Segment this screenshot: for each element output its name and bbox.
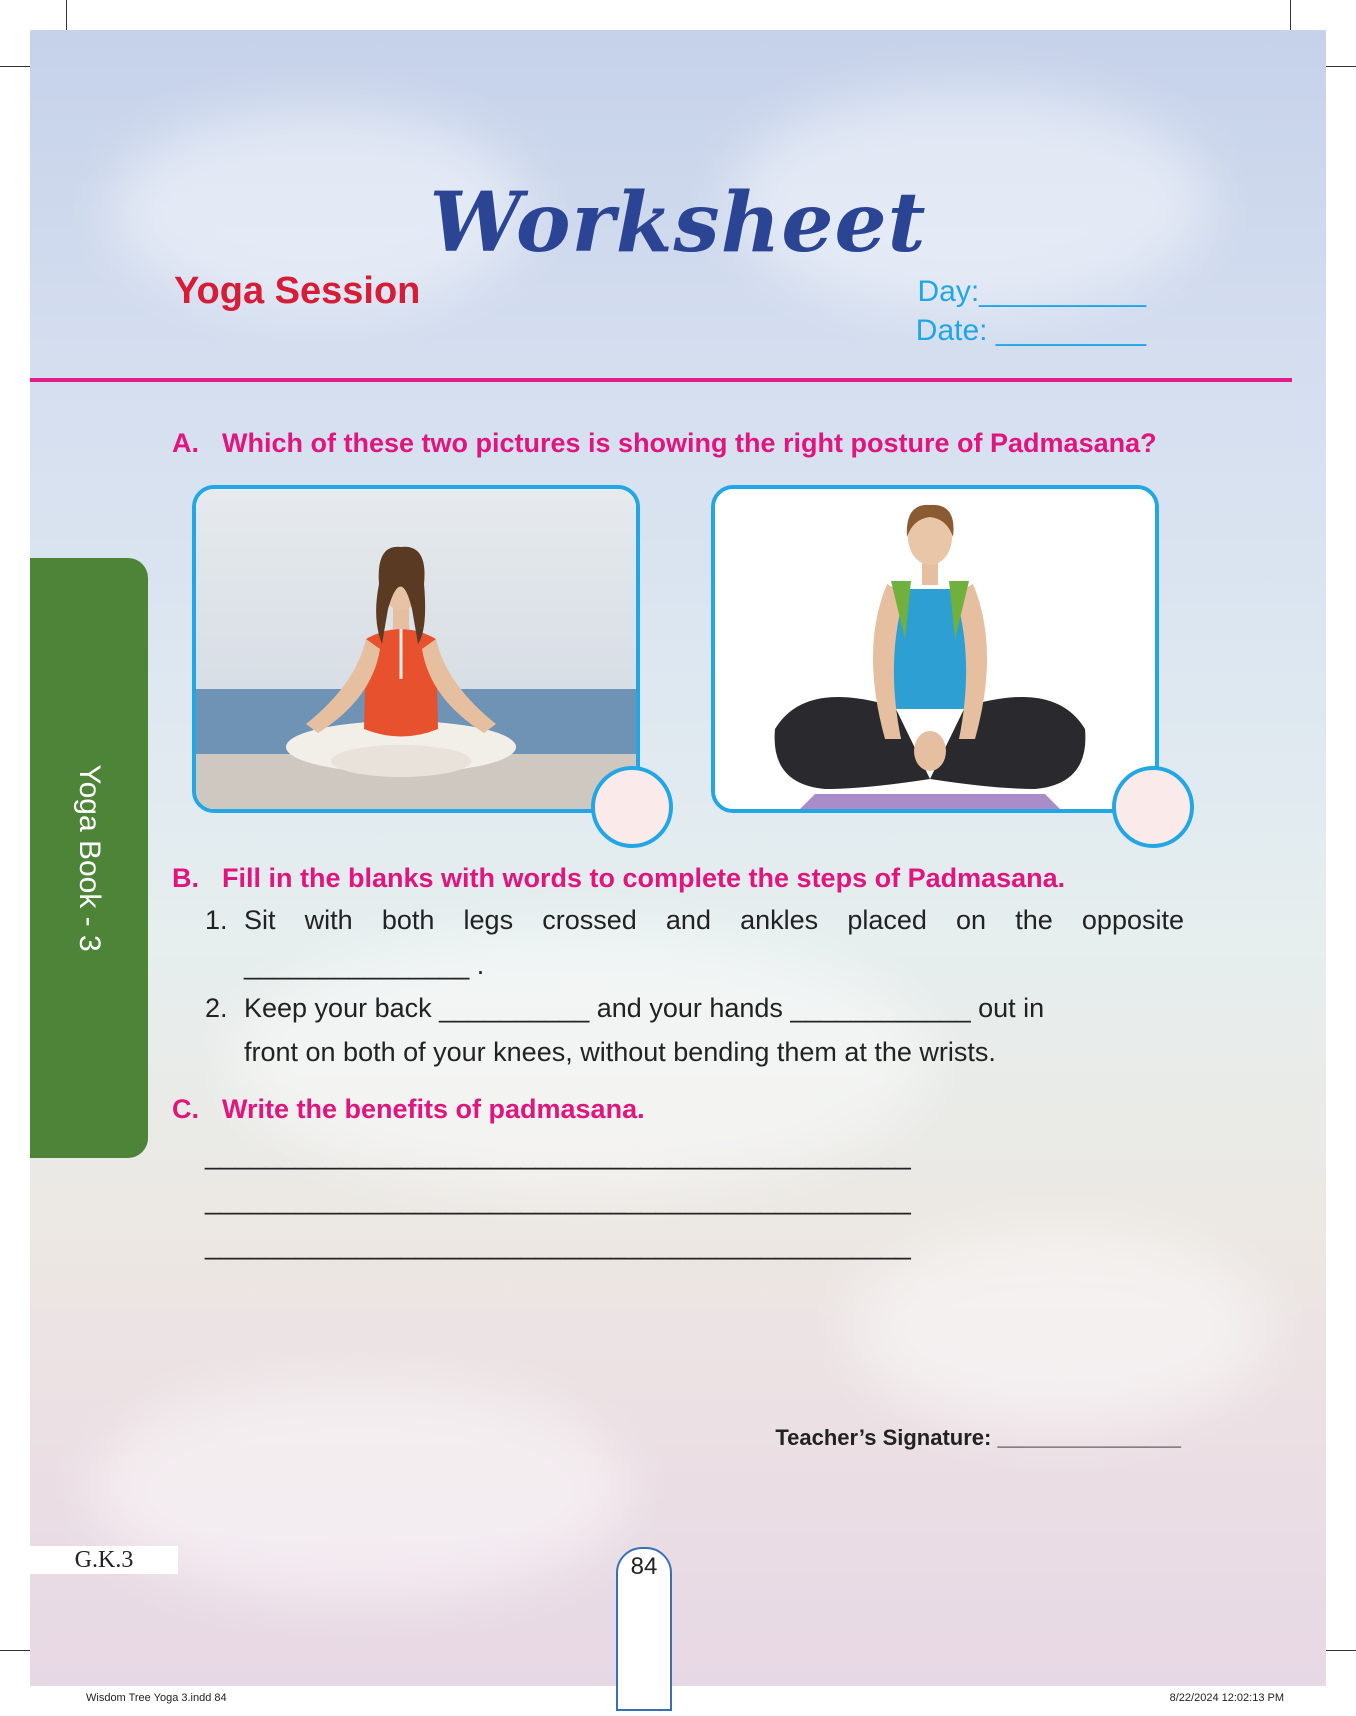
- crop-mark: [1326, 66, 1356, 67]
- crop-mark: [0, 1650, 30, 1651]
- side-tab-label: Yoga Book - 3: [73, 764, 106, 952]
- step-1-number: 1.: [205, 905, 228, 935]
- question-b-text: Fill in the blanks with words to complete the steps of Padmasana.: [222, 863, 1066, 893]
- page-title: Worksheet: [429, 175, 927, 271]
- woman-padmasana-beach-image: [196, 489, 636, 809]
- step-2-text-continued: front on both of your knees, without bending them at the wrists.: [244, 1037, 996, 1067]
- answer-line[interactable]: _______________________________________________: [205, 1185, 911, 1215]
- header-divider: [30, 378, 1292, 382]
- answer-circle-1[interactable]: [591, 766, 673, 848]
- date-field[interactable]: Date: _________: [915, 314, 1146, 347]
- question-b-label: B.: [172, 863, 199, 893]
- crop-mark: [66, 0, 67, 30]
- question-a: [172, 428, 1157, 459]
- step-2-text[interactable]: Keep your back __________ and your hands ____________ out in: [244, 993, 1045, 1023]
- crop-mark: [1290, 0, 1291, 30]
- question-a-label: A.: [172, 428, 199, 458]
- sky-cloud: [850, 1230, 1270, 1430]
- question-c-text: Write the benefits of padmasana.: [222, 1094, 645, 1124]
- page-number: 84: [630, 1553, 658, 1580]
- answer-circle-2[interactable]: [1112, 766, 1194, 848]
- session-heading: Yoga Session: [174, 270, 421, 312]
- picture-2-frame: [711, 485, 1159, 813]
- crop-mark: [0, 66, 30, 67]
- answer-line[interactable]: _______________________________________________: [205, 1230, 911, 1260]
- question-a-text: Which of these two pictures is showing the right posture of Padmasana?: [222, 428, 1157, 458]
- woman-butterfly-pose-image: [715, 489, 1155, 809]
- day-field[interactable]: Day:__________: [917, 275, 1146, 308]
- question-c: [172, 1094, 645, 1125]
- book-code: G.K.3: [30, 1546, 178, 1574]
- step-2-number: 2.: [205, 993, 228, 1023]
- step-1-text: Sit with both legs crossed and ankles placed on the opposite: [244, 905, 1184, 935]
- teacher-signature[interactable]: Teacher’s Signature: _______________: [775, 1425, 1181, 1450]
- picture-1-frame: [192, 485, 640, 813]
- question-b: [172, 863, 1065, 894]
- step-1-blank[interactable]: _______________ .: [244, 950, 485, 980]
- answer-line[interactable]: _______________________________________________: [205, 1140, 911, 1170]
- print-slug-file: Wisdom Tree Yoga 3.indd 84: [86, 1692, 227, 1704]
- question-c-label: C.: [172, 1094, 199, 1124]
- print-slug-timestamp: 8/22/2024 12:02:13 PM: [1169, 1692, 1284, 1704]
- crop-mark: [1326, 1650, 1356, 1651]
